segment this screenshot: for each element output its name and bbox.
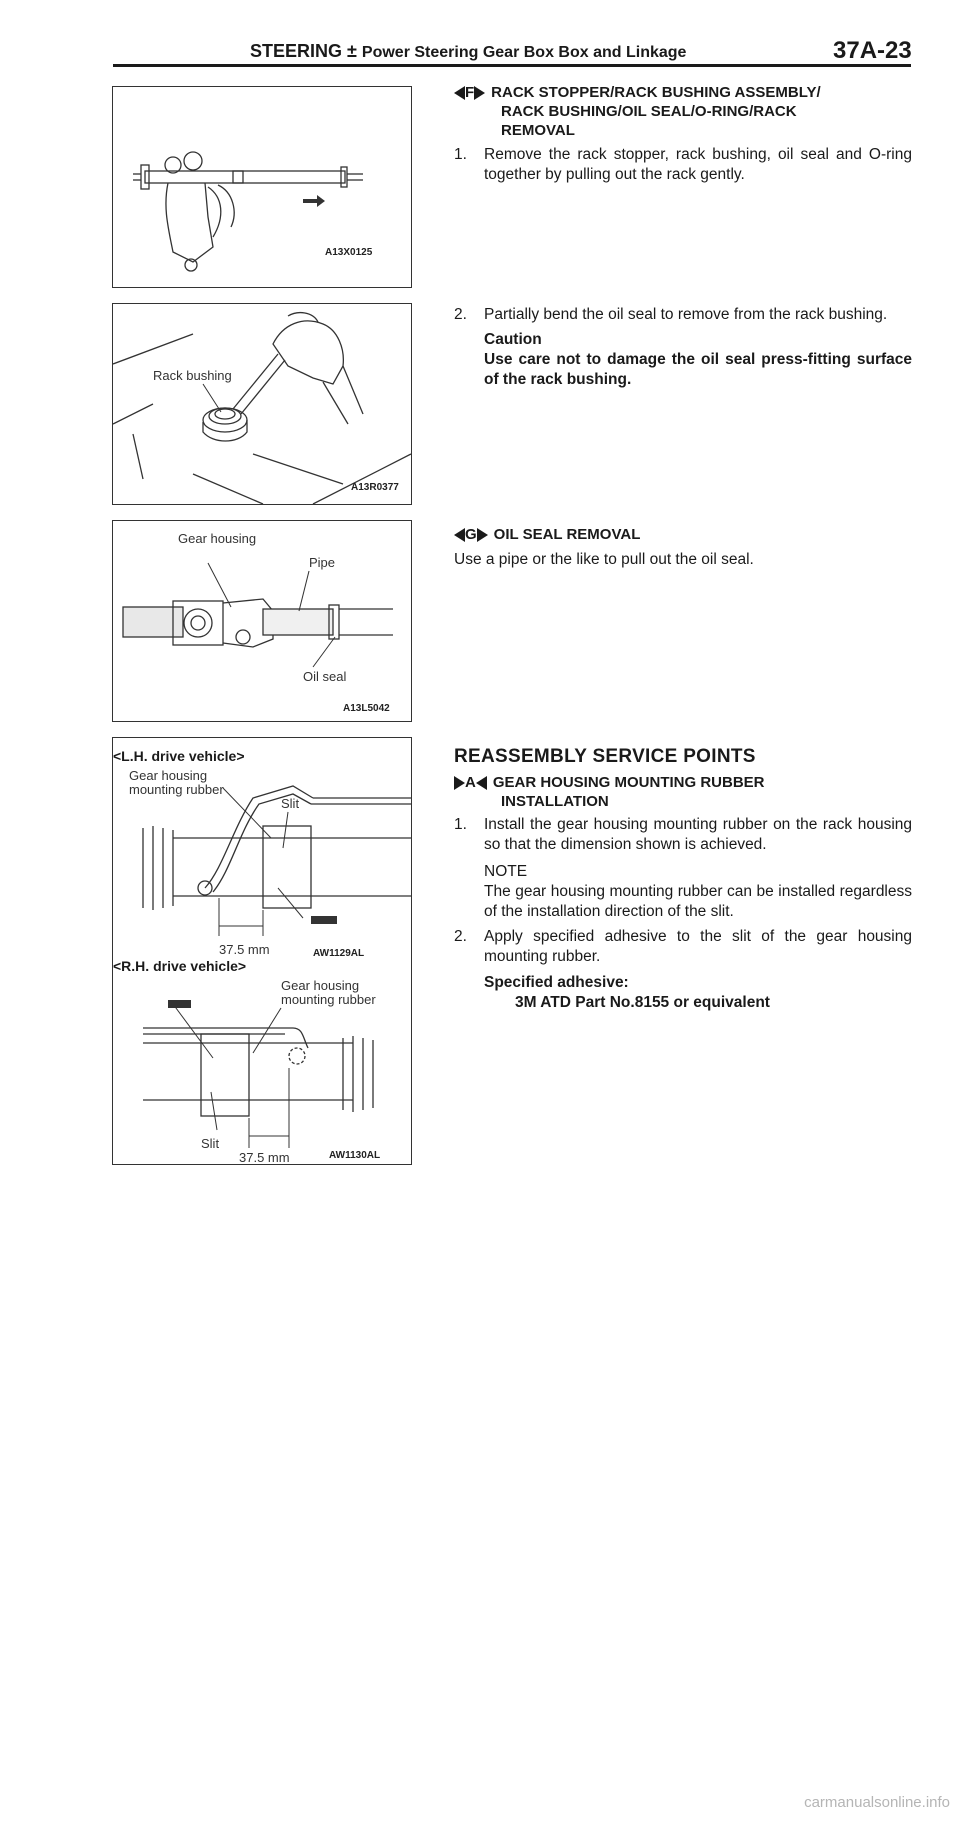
header-rule (113, 64, 911, 67)
triangle-right-icon (477, 528, 488, 542)
section-g-heading: G OIL SEAL REMOVAL (454, 526, 640, 544)
page-header-title (250, 41, 686, 62)
figure-code: A13L5042 (343, 703, 390, 714)
triangle-right-icon (474, 86, 485, 100)
triangle-left-icon (454, 86, 465, 100)
figure-code-rh: AW1130AL (329, 1150, 381, 1161)
figure-mounting-rubber (112, 737, 412, 1165)
section-f-heading: F RACK STOPPER/RACK BUSHING ASSEMBLY/ (454, 84, 821, 102)
mounting-rubber-drawing (113, 738, 411, 1164)
lh-dimension: 37.5 mm (219, 942, 270, 957)
figure-code: A13R0377 (351, 482, 399, 493)
caution-text: Use care not to damage the oil seal press-fitting surface of the rack bushing. (484, 351, 912, 388)
rack-bushing-drawing (113, 304, 411, 504)
reassembly-step-2: 2. Apply specified adhesive to the slit of the gear housing mounting rubber. (454, 928, 912, 965)
rh-label-line1: Gear housing (281, 978, 360, 993)
section-f-marker: F (454, 84, 485, 102)
label-oil-seal: Oil seal (303, 669, 347, 684)
reassembly-sub-heading-line2: INSTALLATION (501, 793, 609, 810)
reassembly-sub-heading: A GEAR HOUSING MOUNTING RUBBER (454, 774, 765, 792)
reassembly-marker: A (454, 774, 487, 792)
figure-code-lh: AW1129AL (313, 948, 365, 959)
reassembly-step-1: 1. Install the gear housing mounting rubber on the rack housing so that the dimension shown is achieved. (454, 816, 912, 853)
lh-slit-label: Slit (281, 796, 300, 811)
section-f-step-1: 1. Remove the rack stopper, rack bushing, oil seal and O-ring together by pulling out the rack gently. (454, 146, 912, 183)
triangle-left-icon (476, 776, 487, 790)
page-number: 37A-23 (833, 37, 912, 64)
label-pipe: Pipe (309, 555, 336, 570)
triangle-right-icon (454, 776, 465, 790)
rack-assembly-drawing (113, 87, 411, 287)
rh-dimension: 37.5 mm (239, 1150, 290, 1164)
rh-title: <R.H. drive vehicle> (113, 958, 247, 974)
section-f-heading-line2: RACK BUSHING/OIL SEAL/O-RING/RACK (501, 103, 797, 120)
adhesive-label: Specified adhesive: (484, 974, 629, 991)
figure-rack-assembly (112, 86, 412, 288)
lh-label-line2: mounting rubber (129, 782, 224, 797)
figure-oil-seal (112, 520, 412, 722)
rh-label-line2: mounting rubber (281, 992, 376, 1007)
section-f-step-2: 2. Partially bend the oil seal to remove from the rack bushing. (454, 306, 888, 323)
lh-title: <L.H. drive vehicle> (113, 748, 245, 764)
note-text: The gear housing mounting rubber can be installed regardless of the installation direction of the slit. (484, 883, 912, 920)
note-label: NOTE (484, 863, 528, 880)
header-subtitle: Power Steering Gear Box Box and Linkage (361, 44, 687, 61)
figure-code: A13X0125 (325, 247, 373, 258)
site-watermark: carmanualsonline.info (804, 1794, 950, 1811)
oil-seal-drawing (113, 521, 411, 721)
triangle-left-icon (454, 528, 465, 542)
adhesive-value: 3M ATD Part No.8155 or equivalent (515, 994, 770, 1011)
header-title: STEERING ± (250, 41, 362, 61)
label-gear-housing: Gear housing (178, 531, 257, 546)
section-f-heading-line3: REMOVAL (501, 122, 575, 139)
caution-label: Caution (484, 331, 542, 348)
rh-slit-label: Slit (201, 1136, 220, 1151)
reassembly-heading: REASSEMBLY SERVICE POINTS (454, 746, 756, 767)
section-g-text: Use a pipe or the like to pull out the oil seal. (454, 551, 754, 568)
figure-rack-bushing (112, 303, 412, 505)
lh-label-line1: Gear housing (129, 768, 208, 783)
section-g-marker: G (454, 526, 488, 544)
label-rack-bushing: Rack bushing (153, 368, 232, 383)
